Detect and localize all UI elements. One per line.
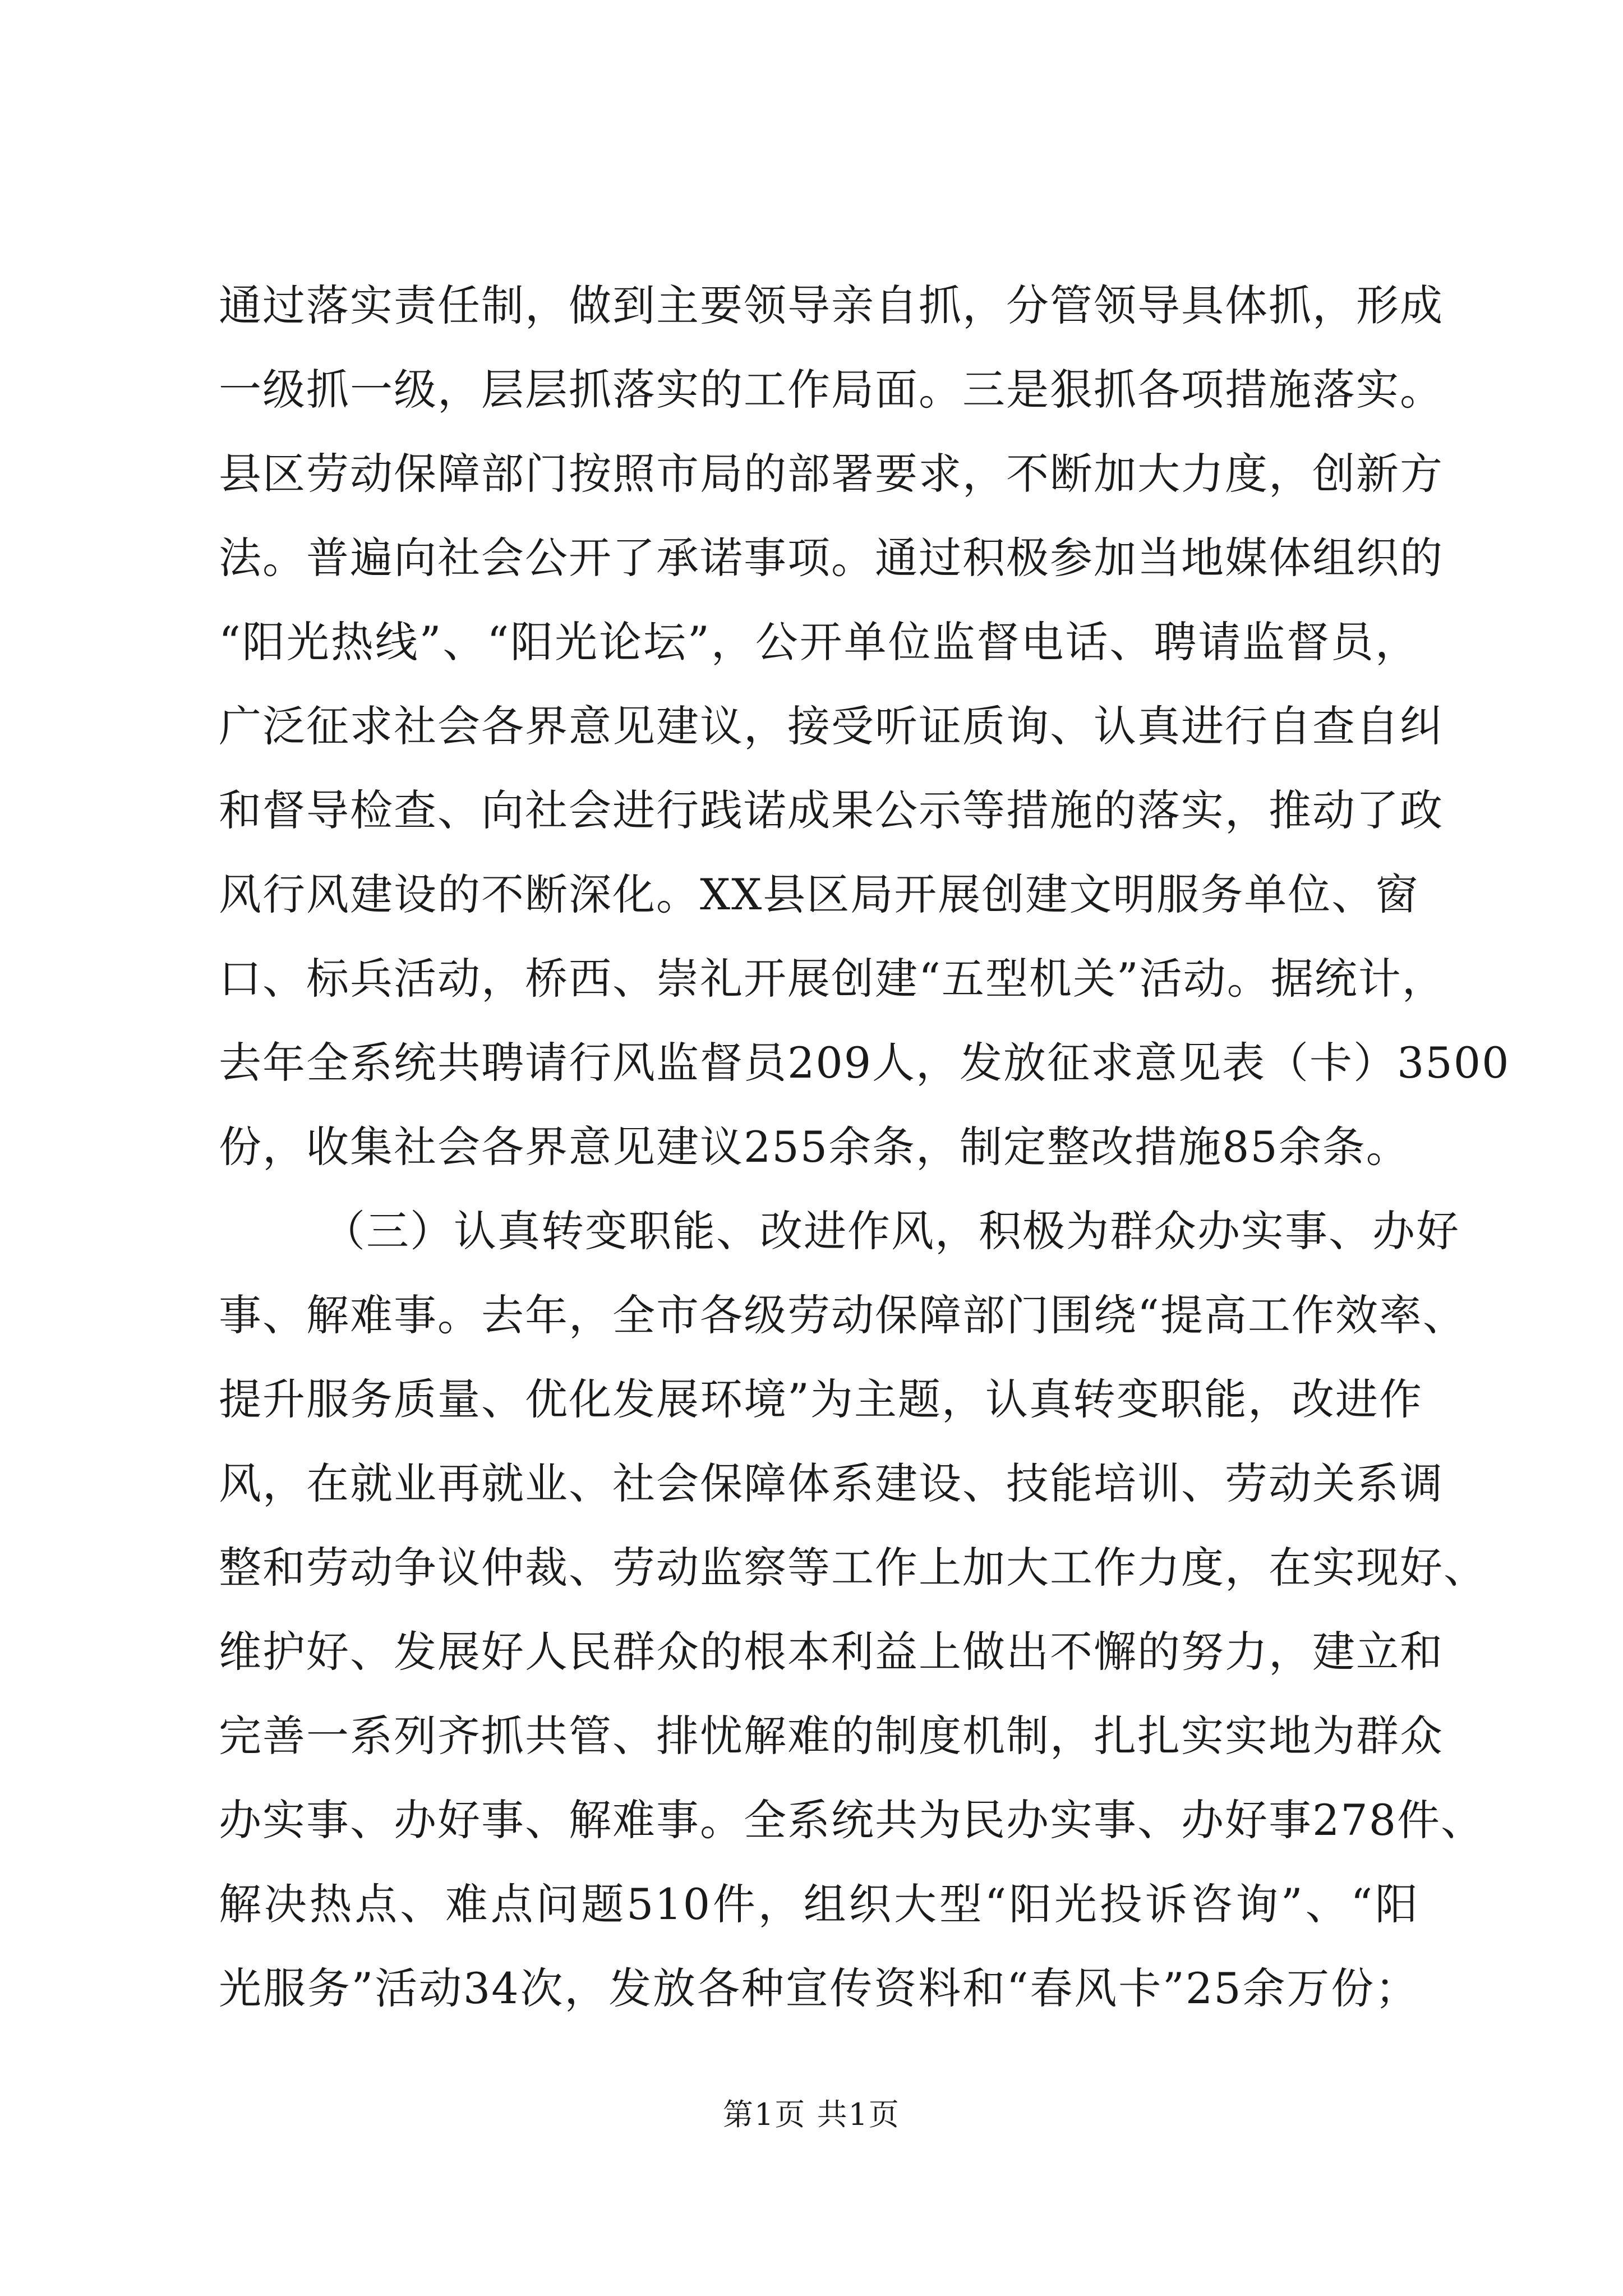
text-line: 一级抓一级，层层抓落实的工作局面。三是狠抓各项措施落实。 xyxy=(219,365,1444,415)
text-line: 份，收集社会各界意见建议255余条，制定整改措施85余条。 xyxy=(219,1122,1410,1172)
text-line: 和督导检查、向社会进行践诺成果公示等措施的落实，推动了政 xyxy=(219,785,1444,835)
page-footer: 第1页 共1页 xyxy=(723,2097,900,2132)
text-line: 去年全系统共聘请行风监督员209人，发放征求意见表（卡）3500 xyxy=(219,1038,1510,1088)
section-heading-line: （三）认真转变职能、改进作风，积极为群众办实事、办好 xyxy=(322,1206,1460,1256)
body-text xyxy=(219,264,1510,2031)
text-line: 维护好、发展好人民群众的根本利益上做出不懈的努力，建立和 xyxy=(219,1627,1444,1677)
text-line: 广泛征求社会各界意见建议，接受听证质询、认真进行自查自纠 xyxy=(219,701,1444,751)
text-line: 办实事、办好事、解难事。全系统共为民办实事、办好事278件、 xyxy=(219,1795,1485,1845)
text-line: 县区劳动保障部门按照市局的部署要求，不断加大力度，创新方 xyxy=(219,449,1444,499)
text-line: 风行风建设的不断深化。XX县区局开展创建文明服务单位、窗 xyxy=(219,869,1419,919)
text-line: 提升服务质量、优化发展环境”为主题，认真转变职能，改进作 xyxy=(219,1374,1423,1424)
text-line: 事、解难事。去年，全市各级劳动保障部门围绕“提高工作效率、 xyxy=(219,1290,1467,1340)
text-line: 通过落实责任制，做到主要领导亲自抓，分管领导具体抓，形成 xyxy=(219,280,1444,330)
text-line: 法。普遍向社会公开了承诺事项。通过积极参加当地媒体组织的 xyxy=(219,533,1444,583)
text-line: 完善一系列齐抓共管、排忧解难的制度机制，扎扎实实地为群众 xyxy=(219,1711,1444,1761)
text-line: 光服务”活动34次，发放各种宣传资料和“春风卡”25余万份； xyxy=(219,1963,1419,2013)
text-line: “阳光热线”、“阳光论坛”，公开单位监督电话、聘请监督员， xyxy=(219,617,1419,667)
text-line: 风，在就业再就业、社会保障体系建设、技能培训、劳动关系调 xyxy=(219,1458,1444,1508)
text-line: 解决热点、难点问题510件，组织大型“阳光投诉咨询”、“阳 xyxy=(219,1879,1419,1929)
text-line: 整和劳动争议仲裁、劳动监察等工作上加大工作力度，在实现好、 xyxy=(219,1543,1487,1593)
text-line: 口、标兵活动，桥西、崇礼开展创建“五型机关”活动。据统计， xyxy=(219,954,1446,1004)
